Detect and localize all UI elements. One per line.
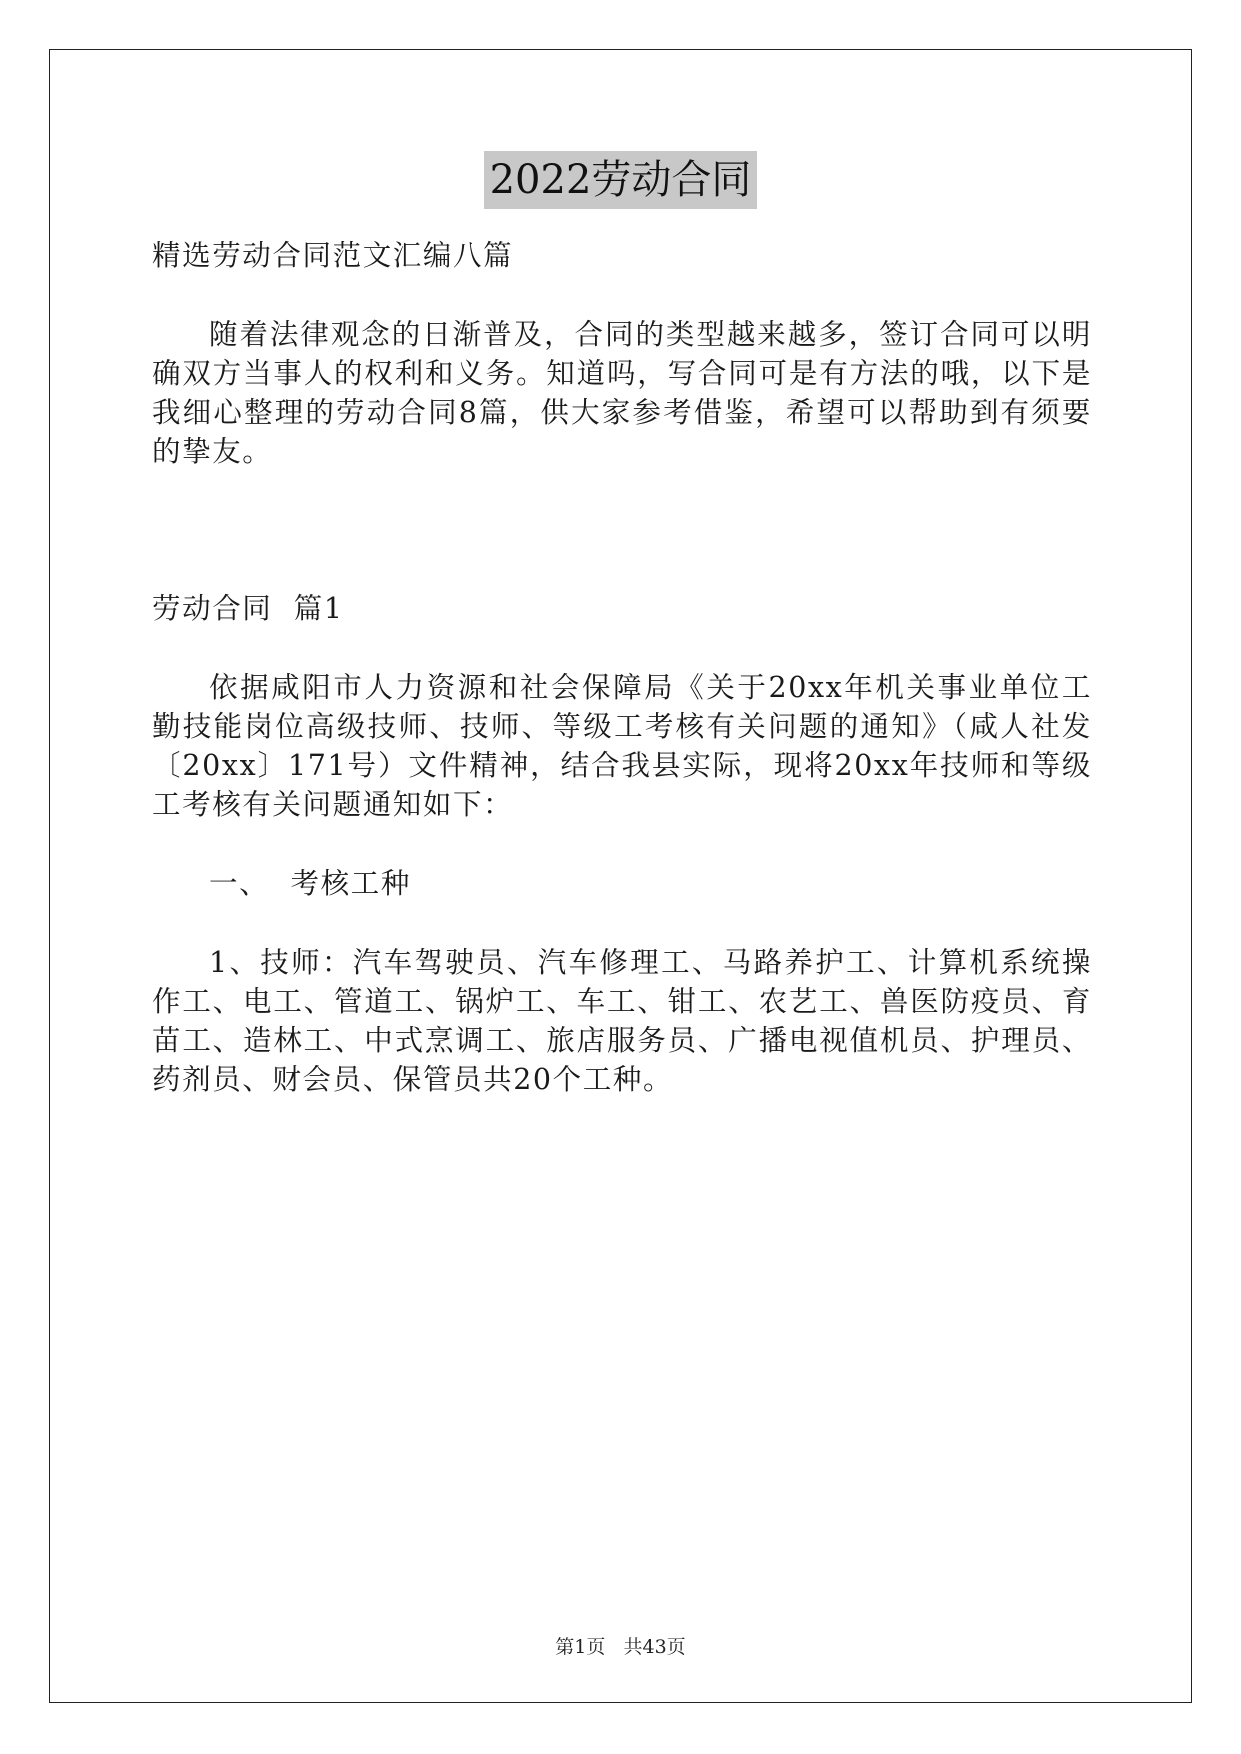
body-paragraph-1: 依据咸阳市人力资源和社会保障局《关于20xx年机关事业单位工勤技能岗位高级技师、技师、等级工考核有关问题的通知》（咸人社发〔20xx〕171号）文件精神，结合我县实际，现将20xx年技师和等级工考核有关问题通知如下：	[152, 671, 1092, 821]
subtitle: 精选劳动合同范文汇编八篇	[152, 239, 514, 272]
intro-paragraph: 随着法律观念的日渐普及，合同的类型越来越多，签订合同可以明确双方当事人的权利和义务。知道吗，写合同可是有方法的哦，以下是我细心整理的劳动合同8篇，供大家参考借鉴，希望可以帮助到有须要的挚友。	[152, 318, 1092, 468]
title-container	[0, 151, 1241, 209]
list-heading: 一、 考核工种	[209, 867, 411, 900]
page-footer: 第1页 共43页	[555, 1636, 686, 1658]
document-title: 2022劳动合同	[484, 151, 758, 209]
document-body	[152, 236, 1092, 1139]
body-paragraph-2: 1、技师：汽车驾驶员、汽车修理工、马路养护工、计算机系统操作工、电工、管道工、锅炉工、车工、钳工、农艺工、兽医防疫员、育苗工、造林工、中式烹调工、旅店服务员、广播电视值机员、护理员、药剂员、财会员、保管员共20个工种。	[152, 946, 1092, 1096]
section-heading: 劳动合同 篇1	[152, 592, 344, 625]
